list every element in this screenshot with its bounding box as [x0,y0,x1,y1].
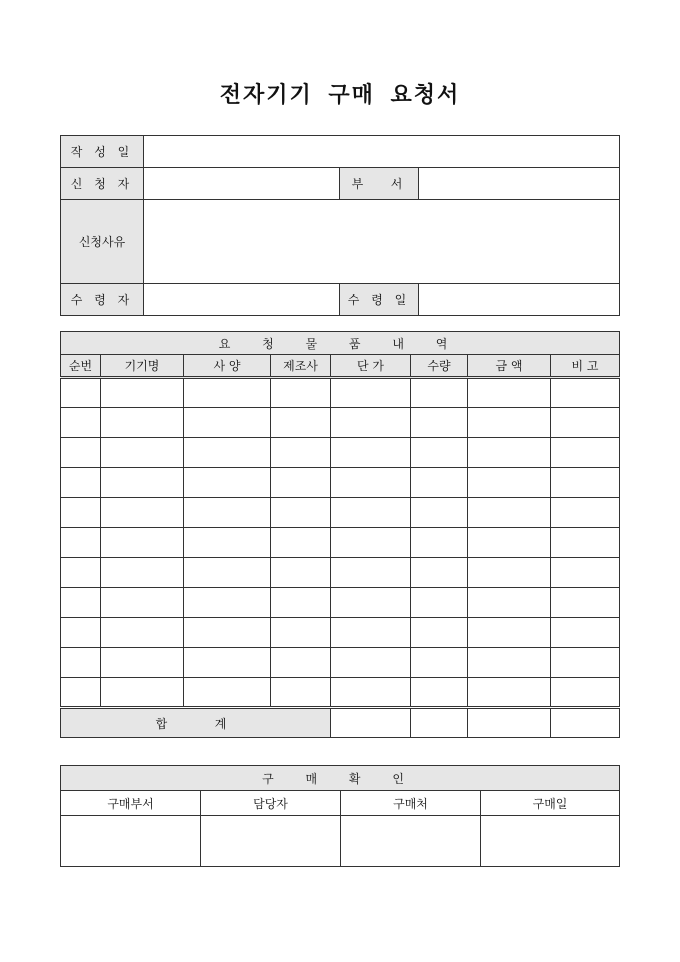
item-cell[interactable] [271,528,331,558]
item-cell[interactable] [271,678,331,708]
item-cell[interactable] [468,678,551,708]
items-header-cell: 단 가 [331,355,411,378]
purchase-header-row [61,791,620,816]
item-row [61,378,620,408]
item-row [61,558,620,588]
total-row [61,708,620,738]
item-cell[interactable] [61,678,101,708]
item-cell[interactable] [468,438,551,468]
date-label: 작 성 일 [61,136,144,168]
item-cell[interactable] [551,558,620,588]
item-cell[interactable] [411,648,468,678]
item-row [61,468,620,498]
item-cell[interactable] [331,648,411,678]
applicant-field[interactable] [144,168,340,200]
purchase-manager-field[interactable] [201,816,341,867]
item-cell[interactable] [411,618,468,648]
item-cell[interactable] [331,618,411,648]
item-cell[interactable] [551,588,620,618]
items-header-cell: 비 고 [551,355,620,378]
purchase-confirm-table [60,765,620,867]
item-cell[interactable] [551,438,620,468]
item-cell[interactable] [101,378,184,408]
reason-field[interactable] [144,200,620,284]
item-cell[interactable] [331,678,411,708]
items-header-cell: 사 양 [184,355,271,378]
item-cell[interactable] [551,528,620,558]
item-cell[interactable] [271,408,331,438]
item-cell[interactable] [551,498,620,528]
item-cell[interactable] [61,528,101,558]
item-cell[interactable] [184,588,271,618]
item-cell[interactable] [468,558,551,588]
item-cell[interactable] [184,558,271,588]
item-cell[interactable] [101,588,184,618]
purchase-header-cell: 구매일 [481,791,620,816]
items-section-title: 요 청 물 품 내 역 [61,332,620,355]
reason-label: 신청사유 [61,200,144,284]
item-cell[interactable] [184,528,271,558]
item-cell[interactable] [61,618,101,648]
item-cell[interactable] [331,438,411,468]
item-cell[interactable] [184,678,271,708]
item-cell[interactable] [468,378,551,408]
item-cell[interactable] [271,498,331,528]
purchase-input-row [61,816,620,867]
items-header-cell: 금 액 [468,355,551,378]
item-row [61,588,620,618]
document-title: 전자기기 구매 요청서 [219,82,461,108]
items-header-cell: 기기명 [101,355,184,378]
receive-date-label: 수 령 일 [340,284,419,316]
items-header-cell: 순번 [61,355,101,378]
item-cell[interactable] [331,468,411,498]
item-cell[interactable] [61,648,101,678]
item-cell[interactable] [551,648,620,678]
item-cell[interactable] [101,678,184,708]
item-row [61,438,620,468]
item-cell[interactable] [271,558,331,588]
item-row [61,678,620,708]
item-cell[interactable] [331,378,411,408]
item-cell[interactable] [468,528,551,558]
item-cell[interactable] [61,378,101,408]
item-cell[interactable] [184,468,271,498]
item-cell[interactable] [271,588,331,618]
item-cell[interactable] [101,468,184,498]
item-cell[interactable] [411,498,468,528]
item-cell[interactable] [184,498,271,528]
item-row [61,618,620,648]
item-cell[interactable] [101,498,184,528]
purchase-dept-field[interactable] [61,816,201,867]
item-cell[interactable] [468,588,551,618]
item-cell[interactable] [551,618,620,648]
date-field[interactable] [144,136,620,168]
total-note[interactable] [551,708,620,738]
item-cell[interactable] [411,558,468,588]
dept-label: 부 서 [340,168,419,200]
applicant-info-table [60,135,620,316]
item-cell[interactable] [468,498,551,528]
item-row [61,408,620,438]
item-cell[interactable] [101,408,184,438]
item-cell[interactable] [411,678,468,708]
items-header-cell: 제조사 [271,355,331,378]
purchase-header-cell: 구매처 [341,791,481,816]
item-row [61,528,620,558]
item-cell[interactable] [411,438,468,468]
receiver-field[interactable] [144,284,340,316]
item-cell[interactable] [468,618,551,648]
dept-field[interactable] [419,168,620,200]
item-cell[interactable] [551,678,620,708]
item-cell[interactable] [61,558,101,588]
item-row [61,498,620,528]
item-cell[interactable] [271,378,331,408]
item-cell[interactable] [411,408,468,438]
item-cell[interactable] [411,468,468,498]
purchase-vendor-field[interactable] [341,816,481,867]
item-row [61,648,620,678]
item-cell[interactable] [271,468,331,498]
item-cell[interactable] [101,558,184,588]
item-cell[interactable] [61,588,101,618]
requested-items-table [60,331,620,738]
item-cell[interactable] [331,588,411,618]
receiver-label: 수 령 자 [61,284,144,316]
item-cell[interactable] [468,468,551,498]
item-cell[interactable] [331,558,411,588]
item-cell[interactable] [184,648,271,678]
item-cell[interactable] [411,378,468,408]
item-cell[interactable] [271,618,331,648]
item-cell[interactable] [331,498,411,528]
item-cell[interactable] [101,618,184,648]
item-cell[interactable] [61,498,101,528]
purchase-header-cell: 구매부서 [61,791,201,816]
applicant-label: 신 청 자 [61,168,144,200]
item-cell[interactable] [101,438,184,468]
total-quantity[interactable] [411,708,468,738]
item-cell[interactable] [551,468,620,498]
item-cell[interactable] [184,618,271,648]
item-cell[interactable] [101,648,184,678]
item-cell[interactable] [331,408,411,438]
items-header-row [61,355,620,378]
item-cell[interactable] [551,408,620,438]
purchase-header-cell: 담당자 [201,791,341,816]
total-label: 합 계 [61,708,331,738]
item-cell[interactable] [184,438,271,468]
item-cell[interactable] [468,648,551,678]
item-cell[interactable] [271,438,331,468]
item-cell[interactable] [411,588,468,618]
item-cell[interactable] [184,408,271,438]
item-cell[interactable] [61,408,101,438]
item-cell[interactable] [331,528,411,558]
item-cell[interactable] [184,378,271,408]
item-cell[interactable] [271,648,331,678]
total-amount[interactable] [468,708,551,738]
items-header-cell: 수량 [411,355,468,378]
item-cell[interactable] [468,408,551,438]
item-cell[interactable] [61,468,101,498]
purchase-date-field[interactable] [481,816,620,867]
receive-date-field[interactable] [419,284,620,316]
item-cell[interactable] [101,528,184,558]
item-cell[interactable] [411,528,468,558]
purchase-section-title: 구 매 확 인 [61,766,620,791]
item-cell[interactable] [61,438,101,468]
item-cell[interactable] [551,378,620,408]
total-unit-price[interactable] [331,708,411,738]
